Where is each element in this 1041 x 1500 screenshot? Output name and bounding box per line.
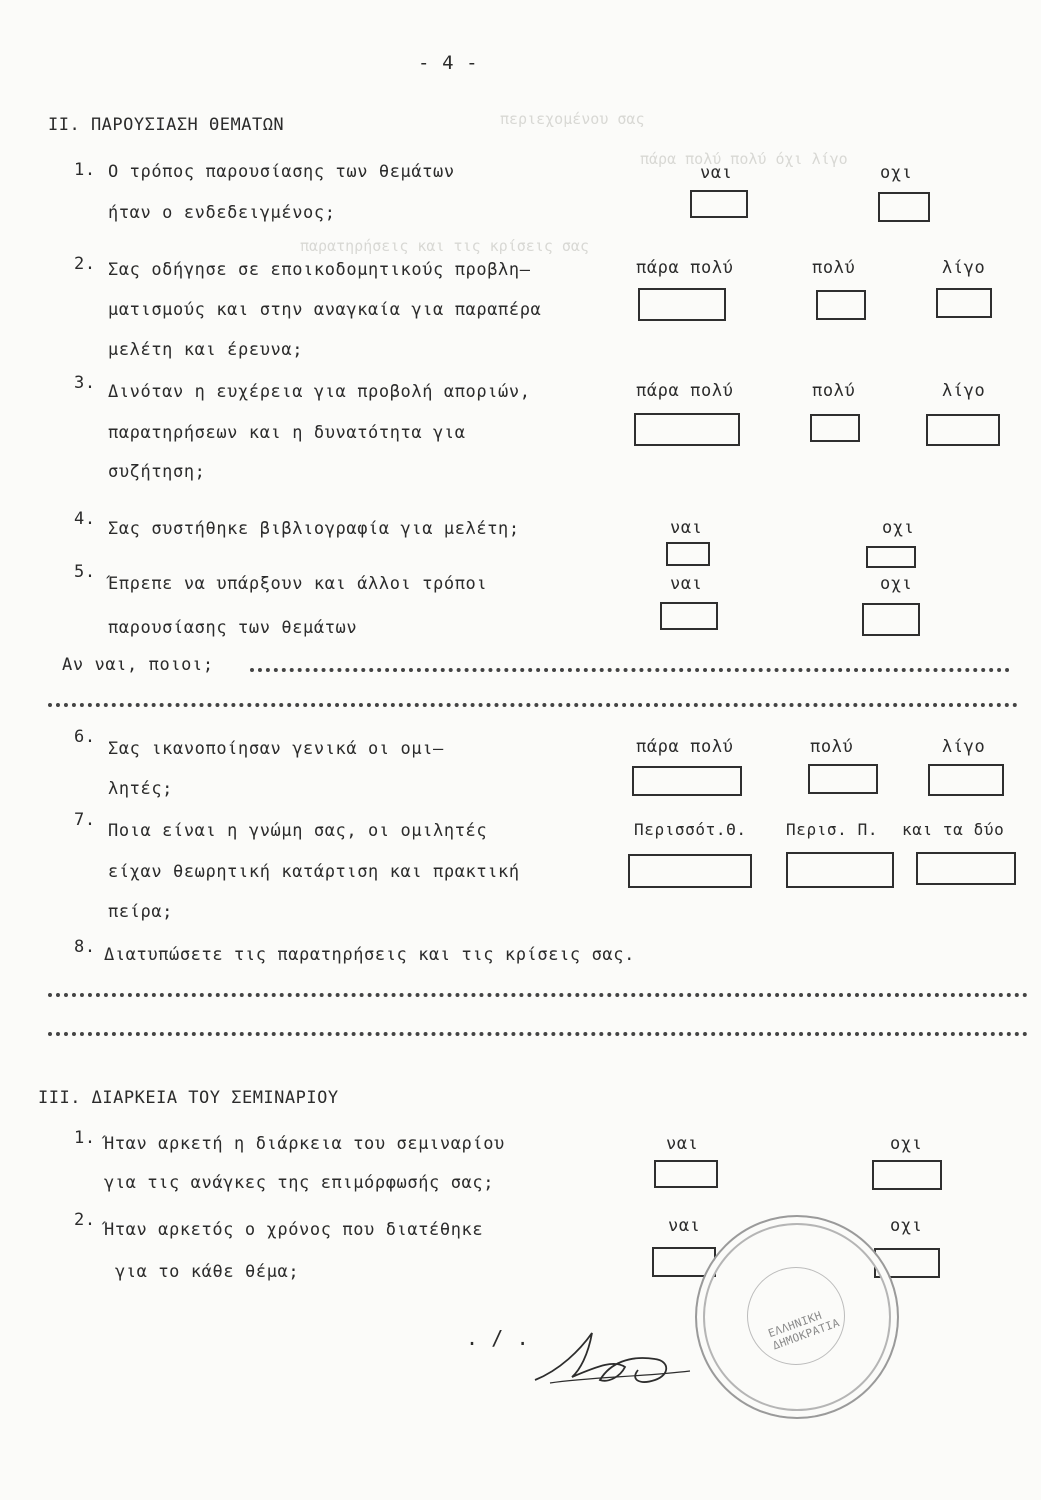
q7-option-more-practice: Περισ. Π. bbox=[786, 820, 879, 839]
official-stamp bbox=[695, 1215, 899, 1419]
q5-number: 5. bbox=[74, 562, 96, 582]
q7-both-checkbox[interactable] bbox=[916, 852, 1016, 885]
q2-option-very-much: πάρα πολύ bbox=[636, 258, 734, 278]
q1-option-no: οχι bbox=[880, 163, 913, 183]
q7-number: 7. bbox=[74, 810, 96, 830]
s3-q1-option-yes: ναι bbox=[666, 1134, 699, 1154]
q3-option-very-much: πάρα πολύ bbox=[636, 381, 734, 401]
q5-no-checkbox[interactable] bbox=[862, 603, 920, 636]
page-number: - 4 - bbox=[418, 52, 479, 74]
s3-q2-line-1: Ήταν αρκετός ο χρόνος που διατέθηκε bbox=[104, 1220, 484, 1240]
q2-line-1: Σας οδήγησε σε εποικοδομητικούς προβλη– bbox=[108, 260, 531, 280]
q8-answer-line-2[interactable] bbox=[48, 1032, 1028, 1036]
q2-very-much-checkbox[interactable] bbox=[638, 288, 726, 321]
q7-line-1: Ποια είναι η γνώμη σας, οι ομιλητές bbox=[108, 821, 488, 841]
q6-line-2: λητές; bbox=[108, 779, 174, 799]
q5-option-yes: ναι bbox=[670, 574, 703, 594]
q1-line-1: Ο τρόπος παρουσίασης των θεμάτων bbox=[108, 162, 455, 182]
q3-number: 3. bbox=[74, 373, 96, 393]
q7-line-2: είχαν θεωρητική κατάρτιση και πρακτική bbox=[108, 862, 520, 882]
q1-option-yes: ναι bbox=[700, 163, 733, 183]
if-yes-which-label: Αν ναι, ποιοι; bbox=[62, 655, 214, 675]
q6-option-very-much: πάρα πολύ bbox=[636, 737, 734, 757]
q5-yes-checkbox[interactable] bbox=[660, 602, 718, 630]
q6-option-much: πολύ bbox=[810, 737, 854, 757]
signature bbox=[530, 1325, 700, 1395]
q4-option-no: οχι bbox=[882, 518, 915, 538]
q4-no-checkbox[interactable] bbox=[866, 546, 916, 568]
q2-option-much: πολύ bbox=[812, 258, 856, 278]
q6-line-1: Σας ικανοποίησαν γενικά οι ομι– bbox=[108, 739, 444, 759]
q3-option-much: πολύ bbox=[812, 381, 856, 401]
q2-little-checkbox[interactable] bbox=[936, 288, 992, 318]
q4-yes-checkbox[interactable] bbox=[666, 542, 710, 566]
q3-much-checkbox[interactable] bbox=[810, 414, 860, 442]
q6-very-much-checkbox[interactable] bbox=[632, 766, 742, 796]
q3-very-much-checkbox[interactable] bbox=[634, 413, 740, 446]
q3-line-3: συζήτηση; bbox=[108, 462, 206, 482]
q5-line-1: Έπρεπε να υπάρξουν και άλλοι τρόποι bbox=[108, 574, 488, 594]
q2-option-little: λίγο bbox=[942, 258, 986, 278]
s3-q1-number: 1. bbox=[74, 1128, 96, 1148]
q6-little-checkbox[interactable] bbox=[928, 764, 1004, 796]
s3-q1-line-2: για τις ανάγκες της επιμόρφωσής σας; bbox=[104, 1173, 495, 1193]
q2-much-checkbox[interactable] bbox=[816, 290, 866, 320]
s3-q1-option-no: οχι bbox=[890, 1134, 923, 1154]
q6-much-checkbox[interactable] bbox=[808, 764, 878, 794]
q4-option-yes: ναι bbox=[670, 518, 703, 538]
q3-option-little: λίγο bbox=[942, 381, 986, 401]
q7-line-3: πείρα; bbox=[108, 902, 174, 922]
section-3-title: III. ΔΙΑΡΚΕΙΑ ΤΟΥ ΣΕΜΙΝΑΡΙΟΥ bbox=[38, 1088, 339, 1108]
s3-q2-line-2: για το κάθε θέμα; bbox=[115, 1262, 300, 1282]
q2-line-3: μελέτη και έρευνα; bbox=[108, 340, 304, 360]
q2-line-2: ματισμούς και στην αναγκαία για παραπέρα bbox=[108, 300, 542, 320]
q8-answer-line-1[interactable] bbox=[48, 993, 1028, 997]
q6-number: 6. bbox=[74, 727, 96, 747]
q7-option-both: και τα δύο bbox=[902, 820, 1005, 839]
q4-line-1: Σας συστήθηκε βιβλιογραφία για μελέτη; bbox=[108, 519, 520, 539]
s3-q2-option-yes: ναι bbox=[668, 1216, 701, 1236]
s3-q2-number: 2. bbox=[74, 1210, 96, 1230]
q3-line-2: παρατηρήσεων και η δυνατότητα για bbox=[108, 423, 466, 443]
s3-q1-line-1: Ήταν αρκετή η διάρκεια του σεμιναρίου bbox=[104, 1134, 505, 1154]
q1-yes-checkbox[interactable] bbox=[690, 190, 748, 218]
section-2-title: II. ΠΑΡΟΥΣΙΑΣΗ ΘΕΜΑΤΩΝ bbox=[48, 115, 285, 135]
s3-q1-yes-checkbox[interactable] bbox=[654, 1160, 718, 1188]
q1-no-checkbox[interactable] bbox=[878, 192, 930, 222]
q5-line-2: παρουσίασης των θεμάτων bbox=[108, 618, 358, 638]
s3-q2-option-no: οχι bbox=[890, 1216, 923, 1236]
q7-more-practice-checkbox[interactable] bbox=[786, 852, 894, 888]
if-yes-answer-line-2[interactable] bbox=[48, 703, 1018, 707]
continuation-mark: . / . bbox=[466, 1326, 530, 1350]
q8-number: 8. bbox=[74, 937, 96, 957]
q6-option-little: λίγο bbox=[942, 737, 986, 757]
stamp-text: ΕΛΛΗΝΙΚΗ ΔΗΜΟΚΡΑΤΙΑ bbox=[766, 1308, 842, 1353]
s3-q1-no-checkbox[interactable] bbox=[872, 1160, 942, 1190]
q3-little-checkbox[interactable] bbox=[926, 414, 1000, 446]
q5-option-no: οχι bbox=[880, 574, 913, 594]
q7-more-theory-checkbox[interactable] bbox=[628, 854, 752, 888]
q8-line-1: Διατυπώσετε τις παρατηρήσεις και τις κρίσεις σας. bbox=[104, 945, 635, 965]
q7-option-more-theory: Περισσότ.Θ. bbox=[634, 820, 747, 839]
if-yes-answer-line-1[interactable] bbox=[250, 668, 1010, 672]
q2-number: 2. bbox=[74, 254, 96, 274]
q4-number: 4. bbox=[74, 509, 96, 529]
q3-line-1: Δινόταν η ευχέρεια για προβολή αποριών, bbox=[108, 382, 531, 402]
q1-line-2: ήταν ο ενδεδειγμένος; bbox=[108, 203, 336, 223]
q1-number: 1. bbox=[74, 160, 96, 180]
